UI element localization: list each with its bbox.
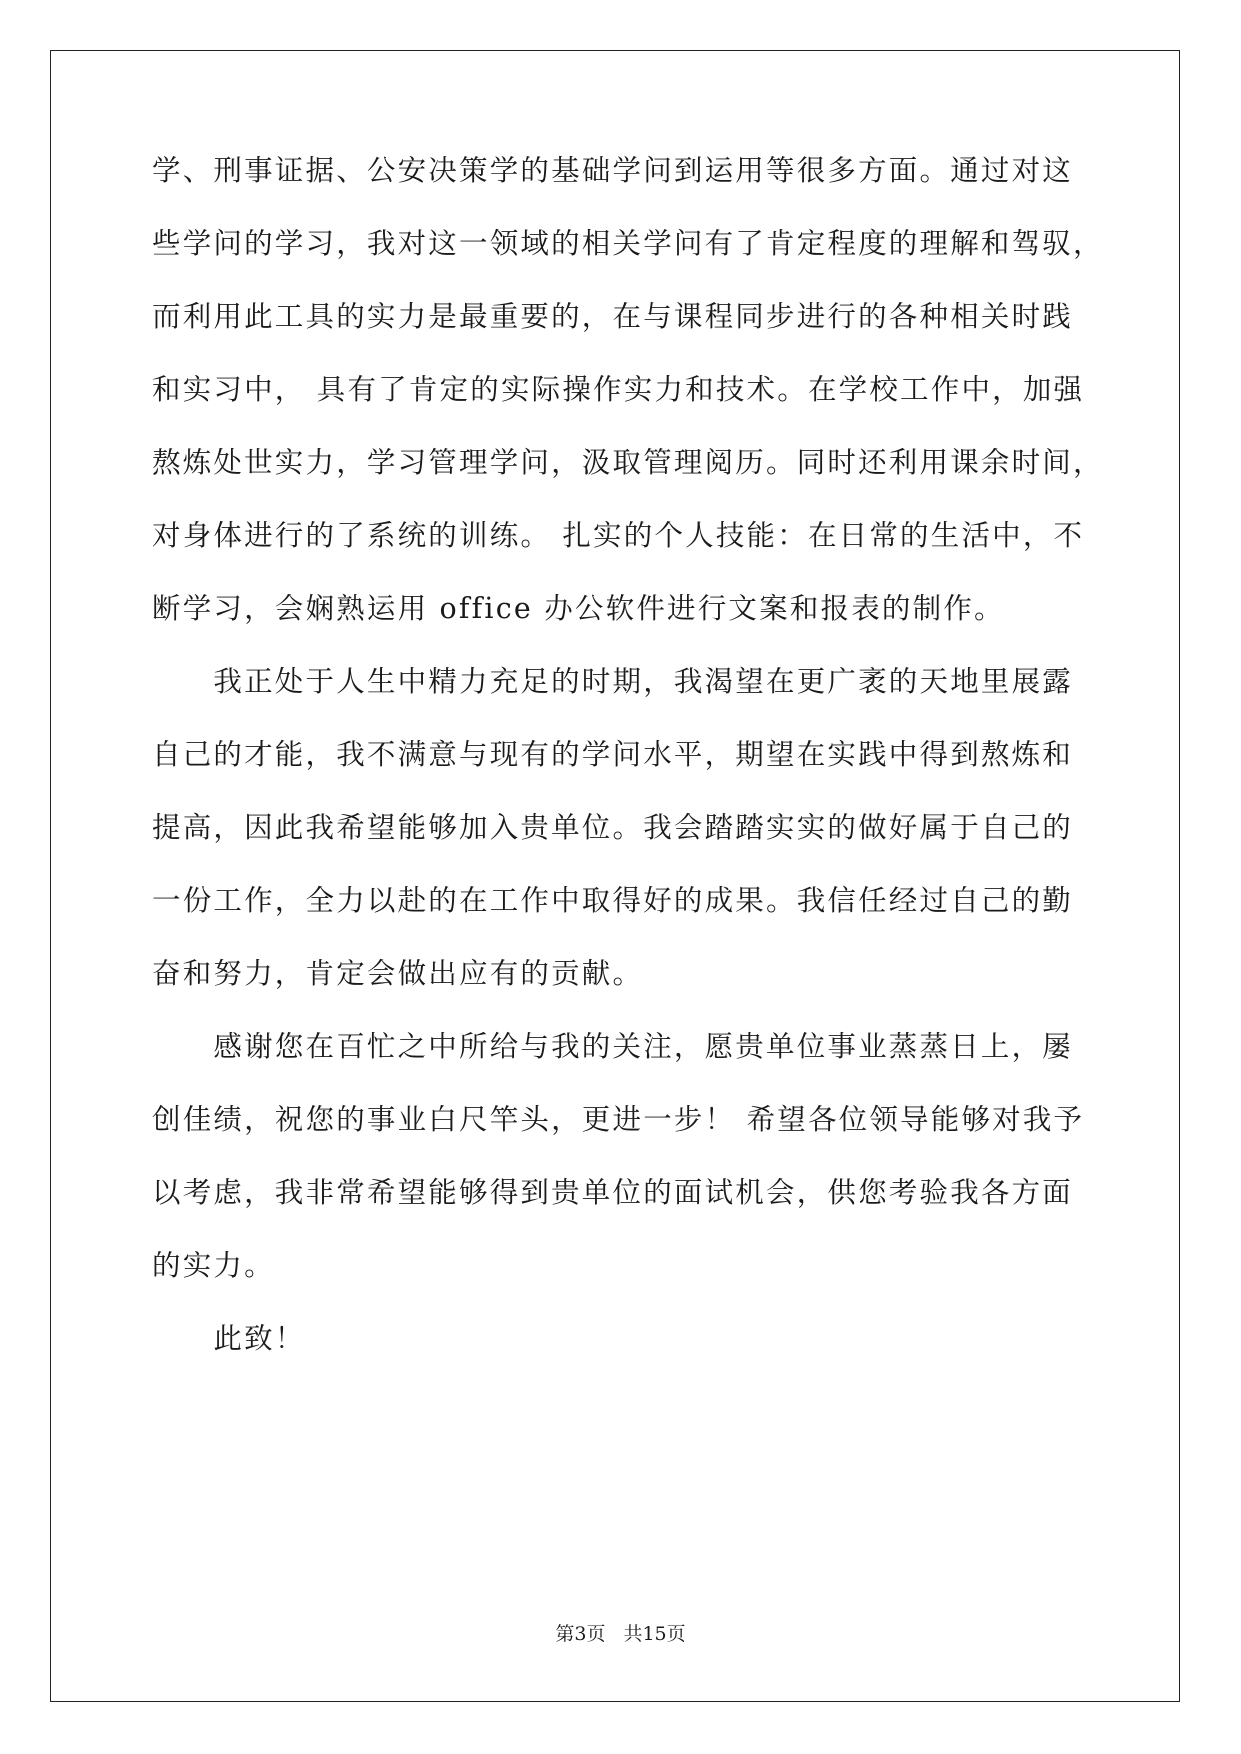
text-line: 断学习，会娴熟运用 office 办公软件进行文案和报表的制作。 [152,592,1005,625]
page-footer [0,1619,1241,1646]
text-line: 以考虑，我非常希望能够得到贵单位的面试机会，供您考验我各方面 [152,1176,1074,1209]
total-page-count: 共15页 [623,1623,686,1645]
text-line: 熬炼处世实力，学习管理学问，汲取管理阅历。同时还利用课余时间， [152,446,1104,479]
current-page-number: 第3页 [555,1623,606,1645]
text-line: 感谢您在百忙之中所给与我的关注，愿贵单位事业蒸蒸日上，屡 [152,1030,1074,1063]
page-border [50,50,1180,1702]
text-line: 我正处于人生中精力充足的时期，我渴望在更广袤的天地里展露 [152,665,1074,698]
text-line: 奋和努力，肯定会做出应有的贡献。 [152,957,644,990]
text-line: 提高，因此我希望能够加入贵单位。我会踏踏实实的做好属于自己的 [152,811,1074,844]
text-line: 和实习中， 具有了肯定的实际操作实力和技术。在学校工作中，加强 [152,373,1085,406]
text-line: 对身体进行的了系统的训练。 扎实的个人技能：在日常的生活中，不 [152,519,1085,552]
text-line: 些学问的学习，我对这一领域的相关学问有了肯定程度的理解和驾驭， [152,227,1104,260]
text-line: 自己的才能，我不满意与现有的学问水平，期望在实践中得到熬炼和 [152,738,1074,771]
text-line: 学、刑事证据、公安决策学的基础学问到运用等很多方面。通过对这 [152,154,1074,187]
text-line: 而利用此工具的实力是最重要的，在与课程同步进行的各种相关时践 [152,300,1074,333]
text-line: 的实力。 [152,1249,275,1282]
text-line: 创佳绩，祝您的事业白尺竿头，更进一步！ 希望各位领导能够对我予 [152,1103,1085,1136]
text-line: 此致！ [152,1322,306,1355]
text-line: 一份工作，全力以赴的在工作中取得好的成果。我信任经过自己的勤 [152,884,1074,917]
